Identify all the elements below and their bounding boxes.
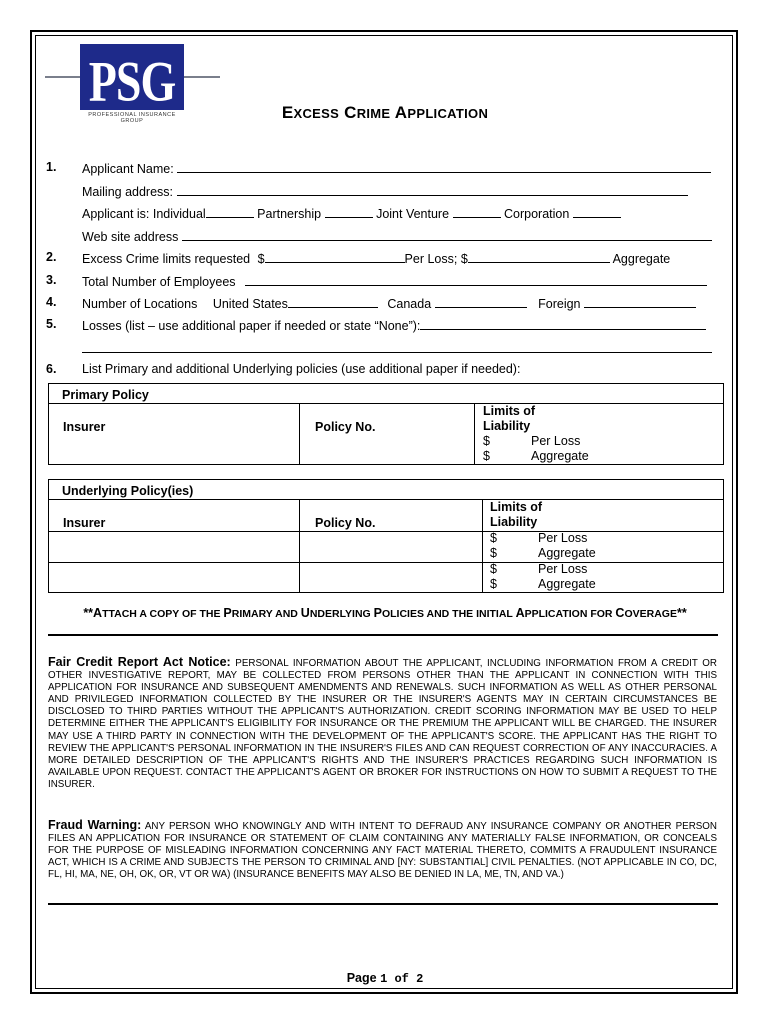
partnership-field[interactable]	[325, 205, 373, 218]
underlying-limit-row: $	[490, 531, 497, 545]
item-number-6: 6.	[46, 362, 57, 376]
item-number-4: 4.	[46, 295, 57, 309]
fraud-warning-text: ANY PERSON WHO KNOWINGLY AND WITH INTENT TO DEFRAUD ANY INSURANCE COMPANY OR ANOTHER PERSON FILES AN APPLICATION FOR INSURANCE OR STATEMENT OF CLAIM CONTAINING ANY MATERIALLY FALSE INFORMATION, OR CONCEALS FOR THE PURPOSE OF MISLEADING INFORMATION CONCERNING ANY FACT MATERIAL THERETO, COMMITS A FRAUDULENT INSURANCE ACT, WHICH IS A CRIME AND SUBJECTS THE PERSON TO CRIMINAL AND [NY: SUBSTANTIAL] CIVIL PENALTIES. (NOT APPLICABLE IN CO, DC, FL, HI, MA, NE, OH, OK, OR, VT OR WA) (INSURANCE BENEFITS MAY ALSO BE DENIED IN LA, ME, TN, AND VA.)	[48, 821, 718, 881]
losses-field-1[interactable]	[420, 317, 706, 330]
web-site-label: Web site address	[82, 230, 179, 244]
underlying-col-insurer: Insurer	[63, 516, 106, 530]
underlying-header-divider	[49, 499, 723, 500]
fair-credit-heading: Fair Credit Report Act Notice:	[48, 655, 231, 669]
applicant-name-row	[82, 160, 711, 176]
losses-row	[82, 317, 706, 333]
web-site-row	[82, 228, 712, 244]
mailing-address-label: Mailing address:	[82, 185, 174, 199]
corporation-label: Corporation	[504, 207, 570, 221]
underlying-col-divider-2	[482, 499, 483, 592]
primary-col-policy-no: Policy No.	[315, 420, 376, 434]
underlying-limit-label: Per Loss	[538, 531, 588, 545]
fair-credit-notice	[48, 656, 717, 791]
joint-venture-label: Joint Venture	[376, 207, 450, 221]
primary-limit-row: $	[483, 434, 490, 448]
applicant-is-individual-label: Applicant is: Individual	[82, 207, 206, 221]
item-number-5: 5.	[46, 317, 57, 331]
per-loss-field[interactable]	[265, 250, 405, 263]
mailing-address-row	[82, 183, 688, 199]
page-number: Page 1 of 2	[346, 971, 424, 986]
employees-field[interactable]	[245, 273, 707, 286]
list-policies-label: List Primary and additional Underlying policies (use additional paper if needed):	[82, 362, 521, 376]
primary-limit-row: $	[483, 449, 490, 463]
logo-caption: PROFESSIONAL INSURANCE GROUP	[88, 112, 176, 124]
canada-field[interactable]	[435, 295, 527, 308]
primary-limit-label: Per Loss	[531, 434, 581, 448]
canada-label: Canada	[387, 297, 432, 311]
employees-label: Total Number of Employees	[82, 275, 236, 289]
applicant-name-field[interactable]	[177, 160, 711, 173]
corporation-field[interactable]	[573, 205, 621, 218]
attach-instruction: **ATTACH A COPY OF THE PRIMARY AND UNDERLYING POLICIES AND THE INITIAL APPLICATION FOR COVERAGE**	[83, 606, 687, 620]
primary-policy-table	[48, 383, 724, 465]
section-divider	[48, 903, 718, 905]
partnership-label: Partnership	[257, 207, 322, 221]
item-number-3: 3.	[46, 273, 57, 287]
underlying-col-limits-1: Limits of	[490, 500, 543, 514]
underlying-limit-label: Aggregate	[538, 546, 596, 560]
item-number-1: 1.	[46, 160, 57, 174]
losses-label: Losses (list – use additional paper if needed or state “None”):	[82, 319, 421, 333]
united-states-label: United States	[212, 297, 288, 311]
logo-rule-left	[45, 76, 81, 78]
fraud-warning-heading: Fraud Warning:	[48, 818, 142, 832]
underlying-col-policy-no: Policy No.	[315, 516, 376, 530]
primary-col-divider-1	[299, 403, 300, 464]
underlying-policy-title: Underlying Policy(ies)	[62, 484, 194, 498]
limits-requested-row	[82, 250, 670, 266]
mailing-address-field[interactable]	[177, 183, 688, 196]
applicant-name-label: Applicant Name:	[82, 162, 174, 176]
losses-field-2[interactable]	[82, 352, 712, 353]
underlying-col-limits-2: Liability	[490, 515, 538, 529]
page-title: EXCESS CRIME APPLICATION	[281, 103, 489, 122]
item-number-2: 2.	[46, 250, 57, 264]
primary-limit-label: Aggregate	[531, 449, 589, 463]
primary-policy-title: Primary Policy	[62, 388, 149, 402]
aggregate-label: Aggregate	[612, 252, 671, 266]
primary-col-limits-1: Limits of	[483, 404, 536, 418]
locations-label: Number of Locations	[82, 297, 198, 311]
underlying-limit-row: $	[490, 562, 497, 576]
primary-col-limits-2: Liability	[483, 419, 531, 433]
primary-header-divider	[49, 403, 723, 404]
locations-row	[82, 295, 696, 311]
applicant-type-row	[82, 205, 621, 221]
individual-field[interactable]	[206, 205, 254, 218]
underlying-limit-row: $	[490, 546, 497, 560]
joint-venture-field[interactable]	[453, 205, 501, 218]
aggregate-field[interactable]	[468, 250, 610, 263]
primary-col-divider-2	[474, 403, 475, 464]
logo-rule-right	[184, 76, 220, 78]
underlying-limit-label: Per Loss	[538, 562, 588, 576]
logo-letters: PSG	[88, 49, 176, 113]
underlying-policy-table	[48, 479, 724, 593]
web-site-field[interactable]	[182, 228, 712, 241]
foreign-label: Foreign	[538, 297, 581, 311]
fraud-warning	[48, 819, 717, 881]
underlying-limit-label: Aggregate	[538, 577, 596, 591]
limits-dollar-sign: $	[257, 252, 265, 266]
underlying-row-divider-2	[49, 562, 723, 563]
limits-requested-label: Excess Crime limits requested	[82, 252, 251, 266]
fair-credit-text: PERSONAL INFORMATION ABOUT THE APPLICANT, INCLUDING INFORMATION FROM A CREDIT OR OTHER INVESTIGATIVE REPORT, MAY BE COLLECTED FROM PERSONS OTHER THAN THE APPLICANT IN CONNECTION WITH THIS APPLICATION FOR INSURANCE AND SUBSEQUENT AMENDMENTS AND RENEWALS. SUCH INFORMATION AS WELL AS OTHER PERSONAL AND PRIVILEGED INFORMATION COLLECTED BY THE INSURER OR THE INSURER'S AGENTS MAY IN CERTAIN CIRCUMSTANCES BE DISCLOSED TO THIRD PARTIES WITHOUT THE APPLICANT'S AUTHORIZATION. CREDIT SCORING INFORMATION MAY BE USED TO HELP DETERMINE EITHER THE APPLICANT'S ELIGIBILITY FOR INSURANCE OR THE PREMIUM THE APPLICANT WILL BE CHARGED. THE INSURER MAY USE A THIRD PARTY IN CONNECTION WITH THE DEVELOPMENT OF THE APPLICANT'S SCORE. THE APPLICANT HAS THE RIGHT TO REVIEW THE APPLICANT'S PERSONAL INFORMATION IN THE INSURER'S FILES AND CAN REQUEST CORRECTION OF ANY INACCURACIES. A MORE DETAILED DESCRIPTION OF THE APPLICANT'S RIGHTS AND THE INSURER'S PRACTICES REGARDING SUCH INFORMATION IS AVAILABLE UPON REQUEST. CONTACT THE APPLICANT'S AGENT OR BROKER FOR INSTRUCTIONS ON HOW TO SUBMIT A REQUEST TO THE INSURER.	[48, 658, 717, 790]
underlying-row-divider-1	[49, 531, 723, 532]
underlying-limit-row: $	[490, 577, 497, 591]
foreign-field[interactable]	[584, 295, 696, 308]
underlying-col-divider-1	[299, 499, 300, 592]
per-loss-label: Per Loss; $	[404, 252, 468, 266]
primary-col-insurer: Insurer	[63, 420, 106, 434]
united-states-field[interactable]	[288, 295, 378, 308]
employees-row	[82, 273, 707, 289]
section-divider	[48, 634, 718, 636]
